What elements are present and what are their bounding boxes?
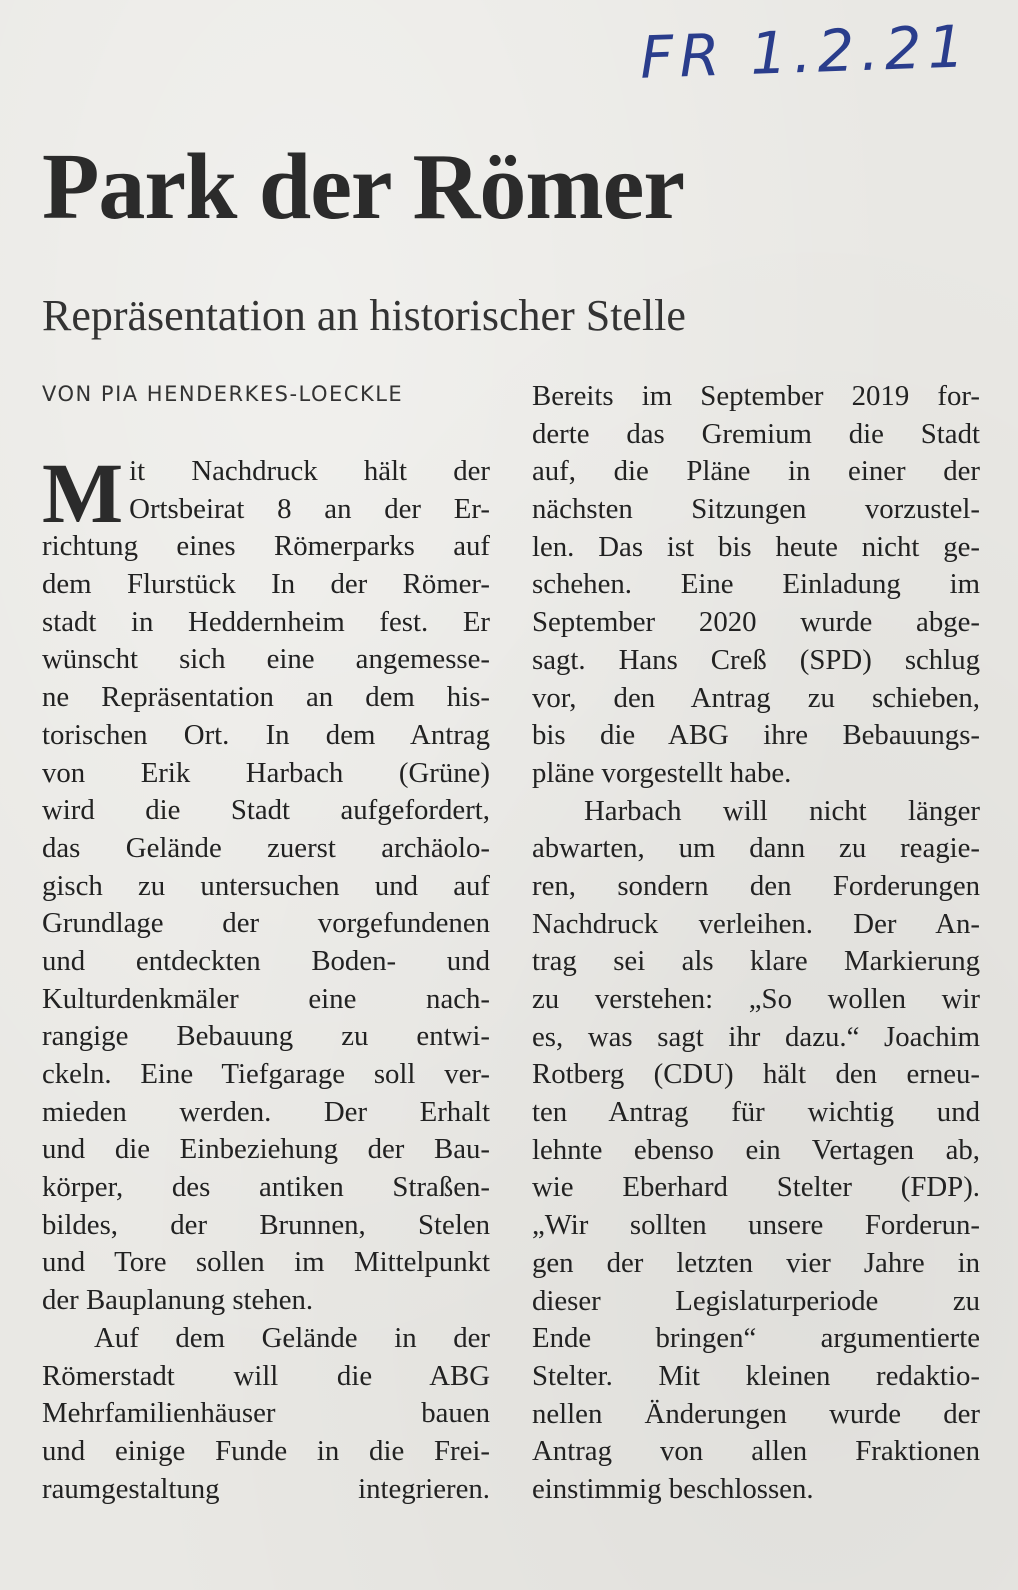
text-line: und entdeckten Boden- und [42,944,490,977]
text-line: und die Einbeziehung der Bau- [42,1133,490,1166]
text-line: Kulturdenkmäler eine nach- [42,982,490,1015]
text-line: dem Flurstück In der Römer- [42,568,490,601]
text-line: bis die ABG ihre Bebauungs- [532,719,980,752]
text-line: von Erik Harbach (Grüne) [42,756,490,789]
article-column-right [532,378,980,1509]
text-line: schehen. Eine Einladung im [532,568,980,601]
text-line: gisch zu untersuchen und auf [42,869,490,902]
text-line: trag sei als klare Markierung [532,945,980,978]
text-line: dieser Legislaturperiode zu [532,1284,980,1317]
text-line: rangige Bebauung zu entwi- [42,1020,490,1053]
text-line: Antrag von allen Fraktionen [532,1435,980,1468]
article-column-left [42,445,490,1508]
text-line: auf, die Pläne in einer der [532,455,980,488]
text-line: Römerstadt will die ABG [42,1359,490,1392]
text-line: wie Eberhard Stelter (FDP). [532,1171,980,1204]
text-line: ren, sondern den Forderungen [532,869,980,902]
text-line: pläne vorgestellt habe. [532,756,792,789]
text-line: bildes, der Brunnen, Stelen [42,1208,490,1241]
text-line: Grundlage der vorgefundenen [42,907,490,940]
article-headline: Park der Römer [42,135,685,239]
text-line: Nachdruck verleihen. Der An- [532,907,980,940]
text-line: zu verstehen: „So wollen wir [532,983,980,1015]
text-line: raumgestaltung integrieren. [42,1472,490,1505]
text-line: stadt in Heddernheim fest. Er [42,605,490,638]
text-line: Ende bringen“ argumentierte [532,1322,980,1355]
text-line: September 2020 wurde abge- [532,606,980,639]
text-line: der Bauplanung stehen. [42,1284,314,1317]
text-line: Ortsbeirat 8 an der Er- [129,492,490,525]
text-line: ne Repräsentation an dem his- [42,681,490,714]
text-line: lehnte ebenso ein Vertagen ab, [532,1133,980,1166]
text-line: es, was sagt ihr dazu.“ Joachim [532,1020,980,1053]
text-line: len. Das ist bis heute nicht ge- [532,530,980,563]
text-line: „Wir sollten unsere Forderun- [532,1209,980,1242]
text-line: mieden werden. Der Erhalt [42,1095,490,1128]
handwritten-date-note: FR 1.2.21 [638,12,972,92]
text-line: Bereits im September 2019 for- [532,380,980,412]
text-line: ten Antrag für wichtig und [532,1096,980,1129]
text-line: körper, des antiken Straßen- [42,1171,490,1204]
text-line: gen der letzten vier Jahre in [532,1246,980,1279]
text-line: Rotberg (CDU) hält den erneu- [532,1058,980,1091]
text-line: Mehrfamilienhäuser bauen [42,1397,490,1430]
text-line: wird die Stadt aufgefordert, [42,794,490,827]
text-line: das Gelände zuerst archäolo- [42,831,490,864]
text-line: Auf dem Gelände in der [94,1321,490,1354]
text-line: und Tore sollen im Mittelpunkt [42,1246,490,1279]
text-line: nächsten Sitzungen vorzustel- [532,493,980,526]
text-line: und einige Funde in die Frei- [42,1434,490,1467]
text-line: Harbach will nicht länger [584,794,980,827]
text-line: einstimmig beschlossen. [532,1472,814,1505]
drop-cap: M [42,445,124,541]
text-line: wünscht sich eine angemesse- [42,643,490,676]
text-line: sagt. Hans Creß (SPD) schlug [532,643,980,676]
text-line: abwarten, um dann zu reagie- [532,832,980,865]
text-line: torischen Ort. In dem Antrag [42,718,490,751]
article-subheadline: Repräsentation an historischer Stelle [42,291,686,340]
text-line: it Nachdruck hält der [129,455,490,487]
text-line: vor, den Antrag zu schieben, [532,681,980,714]
text-line: nellen Änderungen wurde der [532,1397,980,1430]
text-line: richtung eines Römerparks auf [42,530,490,563]
text-line: Stelter. Mit kleinen redaktio- [532,1359,980,1392]
text-line: derte das Gremium die Stadt [532,417,980,450]
article-byline: VON PIA HENDERKES-LOECKLE [42,382,404,406]
text-line: ckeln. Eine Tiefgarage soll ver- [42,1058,490,1090]
